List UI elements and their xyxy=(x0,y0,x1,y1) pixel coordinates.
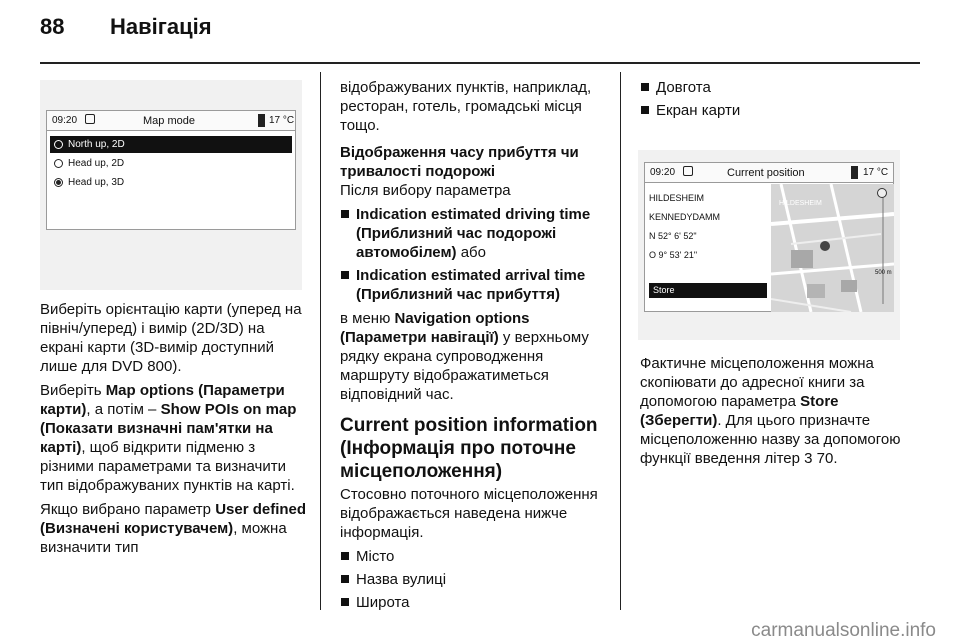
store-button[interactable]: Store xyxy=(649,283,767,298)
map-view[interactable] xyxy=(771,184,894,312)
screen-status-bar xyxy=(645,163,893,183)
paragraph-map-options: Виберіть Map options (Параметри карти), а потім – Show POIs on map (Показати визначні пам'ятки на карті), щоб відкрити підменю з різними параметрами та визначити тип відображуваних пунктів на карті. xyxy=(40,382,297,494)
paragraph-store-position: Фактичне місцеположення можна скопіювати до адресної книги за допомогою параметра Store (Зберегти). Для цього призначте місцеположенню назву за допомогою функції введення літер 3 70. xyxy=(640,355,901,467)
screen-time: 09:20 xyxy=(650,167,676,178)
phone-icon xyxy=(851,166,858,179)
chapter-title: Навігація xyxy=(110,14,212,39)
screen-temp: 17 °C xyxy=(269,115,295,126)
paragraph-navigation-options: в меню Navigation options (Параметри навігації) у верхньому рядку екрана супроводження маршруту відображатиметься відповідний час. xyxy=(340,310,589,403)
paragraph-orientation: Виберіть орієнтацію карти (уперед на північ/уперед) і вимір (2D/3D) на екрані карти (3D-вимір доступний лише для DVD 800). xyxy=(40,301,302,375)
page-number: 88 xyxy=(40,14,65,39)
watermark: carmanualsonline.info xyxy=(751,620,936,641)
longitude: O 9° 53' 21" xyxy=(649,250,698,260)
list-item: Екран карти xyxy=(640,101,902,120)
option-north-up-2d[interactable]: North up, 2D xyxy=(50,136,292,153)
paragraph-after-select: Після вибору параметра xyxy=(340,182,511,199)
street-name: KENNEDYDAMM xyxy=(649,212,721,222)
paragraph-poi-types: відображуваних пунктів, наприклад, ресторан, готель, громадські місця тощо. xyxy=(340,79,592,134)
header-rule xyxy=(40,62,920,64)
screen-status-bar xyxy=(47,111,295,131)
screen-time: 09:20 xyxy=(52,115,78,126)
screen-title: Current position xyxy=(727,167,805,179)
paragraph-position-info: Стосовно поточного місцеположення відображається наведена нижче інформація. xyxy=(340,486,598,541)
column-3 xyxy=(640,78,902,125)
city-name: HILDESHEIM xyxy=(649,193,705,203)
current-position-screenshot xyxy=(638,150,900,340)
radio-icon xyxy=(54,159,63,168)
screen-title: Map mode xyxy=(143,115,195,127)
list-item: Indication estimated driving time (Приблизний час подорожі автомобілем) або xyxy=(340,205,605,262)
latitude: N 52° 6' 52" xyxy=(649,231,697,241)
list-item: Довгота xyxy=(640,78,902,97)
heading-current-position: Current position information (Інформація про поточне місцеположення) xyxy=(340,415,598,482)
map-scale: 500 m xyxy=(875,270,892,276)
radio-selected-icon xyxy=(54,178,63,187)
clock-icon xyxy=(683,166,693,176)
column-2 xyxy=(340,78,605,617)
clock-icon xyxy=(85,114,95,124)
page-header xyxy=(40,14,212,40)
list-item: Місто xyxy=(340,547,605,566)
phone-icon xyxy=(258,114,265,127)
list-item: Широта xyxy=(340,593,605,612)
column-1 xyxy=(40,300,310,562)
page-reference[interactable]: 3 70. xyxy=(804,450,838,467)
option-head-up-2d[interactable]: Head up, 2D xyxy=(50,155,292,172)
paragraph-user-defined: Якщо вибрано параметр User defined (Визначені користувачем), можна визначити тип xyxy=(40,501,307,556)
column-divider-1 xyxy=(320,72,321,610)
radio-icon xyxy=(54,140,63,149)
list-item: Indication estimated arrival time (Приблизний час прибуття) xyxy=(340,266,605,304)
heading-arrival-time: Відображення часу прибуття чи тривалості подорожі xyxy=(340,144,579,180)
map-city-label: HILDESHEIM xyxy=(779,200,822,207)
option-head-up-3d[interactable]: Head up, 3D xyxy=(50,174,292,191)
position-details xyxy=(649,189,720,265)
list-item: Назва вулиці xyxy=(340,570,605,589)
bullet-list-position-more xyxy=(640,78,902,120)
bullet-list-position xyxy=(340,547,605,612)
screen-temp: 17 °C xyxy=(863,167,889,178)
map-mode-screen xyxy=(46,110,296,230)
current-position-screen xyxy=(644,162,894,312)
column-3-text xyxy=(640,354,902,473)
compass-icon[interactable] xyxy=(877,188,887,198)
column-divider-2 xyxy=(620,72,621,610)
map-mode-screenshot xyxy=(40,80,302,290)
bullet-list-indication xyxy=(340,205,605,304)
